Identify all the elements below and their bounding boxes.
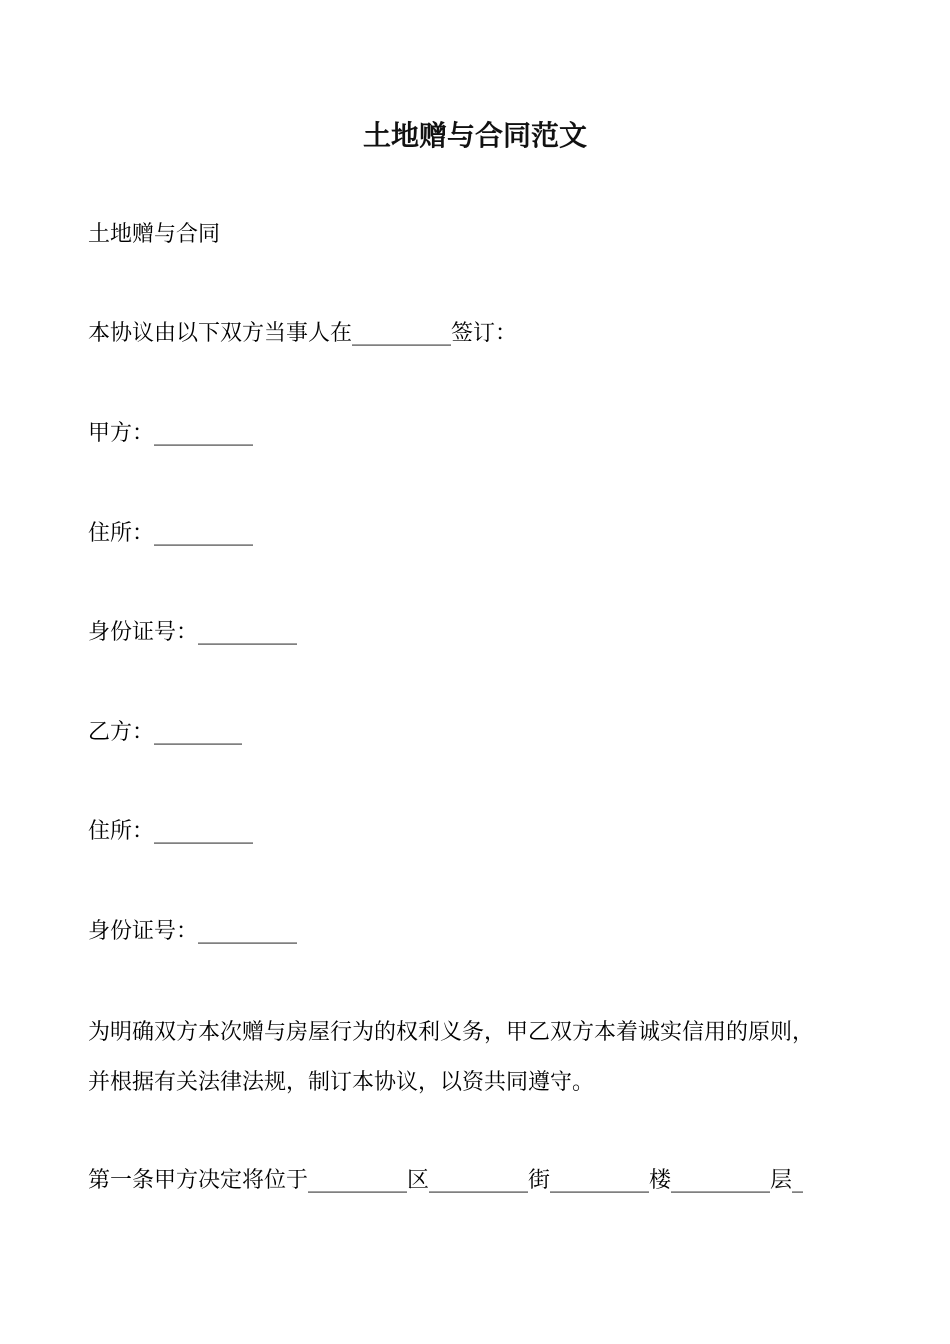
purpose-line-2: 并根据有关法律法规，制订本协议，以资共同遵守。 (88, 1070, 595, 1095)
document-title: 土地赠与合同范文 (362, 119, 587, 152)
party-a-address-field: 住所：_________ (88, 521, 254, 546)
contract-subtitle: 土地赠与合同 (88, 222, 221, 247)
purpose-paragraph (88, 1008, 888, 1108)
agreement-intro: 本协议由以下双方当事人在_________签订： (88, 321, 518, 346)
party-b-address-field: 住所：_________ (88, 819, 254, 844)
article-one: 第一条甲方决定将位于_________区_________街_________楼_________层_ (88, 1168, 804, 1193)
party-b-field: 乙方：________ (88, 720, 243, 745)
party-a-id-field: 身份证号：_________ (88, 620, 298, 645)
purpose-line-1: 为明确双方本次赠与房屋行为的权利义务，甲乙双方本着诚实信用的原则， (88, 1020, 815, 1045)
party-b-id-field: 身份证号：_________ (88, 919, 298, 944)
party-a-field: 甲方：_________ (88, 421, 254, 446)
